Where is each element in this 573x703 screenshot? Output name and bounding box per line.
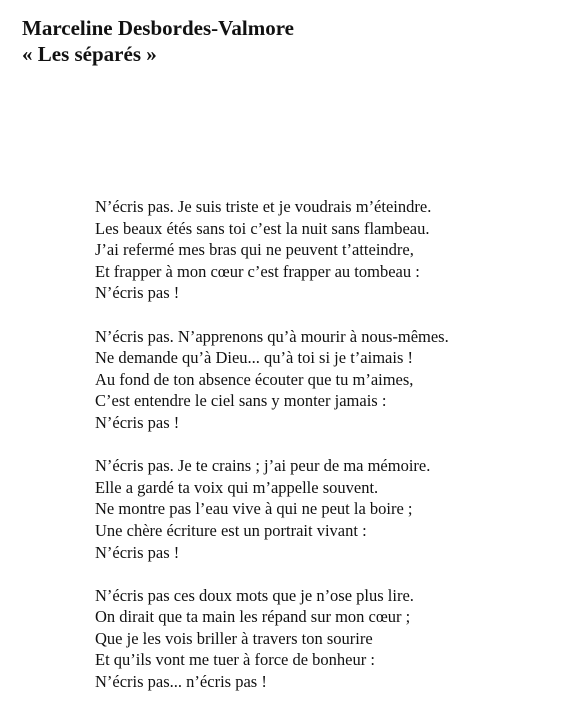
poem-line: N’écris pas ! — [95, 542, 180, 562]
poem-line: Et frapper à mon cœur c’est frapper au tombeau : — [95, 261, 420, 281]
poem-line: Ne montre pas l’eau vive à qui ne peut la boire ; — [95, 499, 413, 519]
poem-header — [22, 15, 294, 67]
stanza-4 — [95, 585, 449, 693]
poem-line: Que je les vois briller à travers ton sourire — [95, 628, 373, 648]
author-name: Marceline Desbordes-Valmore — [22, 16, 294, 40]
stanza-3 — [95, 455, 449, 563]
poem-line: N’écris pas ! — [95, 283, 180, 303]
poem-line: N’écris pas. Je suis triste et je voudrais m’éteindre. — [95, 197, 432, 216]
poem-line: On dirait que ta main les répand sur mon cœur ; — [95, 607, 411, 627]
poem-line: Les beaux étés sans toi c’est la nuit sans flambeau. — [95, 218, 430, 238]
poem-body — [95, 196, 449, 693]
poem-line: N’écris pas ces doux mots que je n’ose plus lire. — [95, 585, 414, 605]
poem-line: Et qu’ils vont me tuer à force de bonheur : — [95, 650, 375, 670]
poem-line: C’est entendre le ciel sans y monter jamais : — [95, 391, 387, 411]
poem-line: N’écris pas. Je te crains ; j’ai peur de ma mémoire. — [95, 456, 431, 476]
poem-line: N’écris pas ! — [95, 412, 180, 432]
poem-line: N’écris pas... n’écris pas ! — [95, 672, 267, 692]
poem-line: Elle a gardé ta voix qui m’appelle souvent. — [95, 477, 379, 497]
poem-line: J’ai refermé mes bras qui ne peuvent t’atteindre, — [95, 240, 414, 260]
poem-line: N’écris pas. N’apprenons qu’à mourir à nous-mêmes. — [95, 326, 449, 346]
stanza-1 — [95, 196, 449, 304]
poem-title: « Les séparés » — [22, 42, 157, 66]
poem-line: Une chère écriture est un portrait vivant : — [95, 520, 367, 540]
stanza-2 — [95, 326, 449, 434]
poem-line: Ne demande qu’à Dieu... qu’à toi si je t’aimais ! — [95, 348, 413, 368]
poem-line: Au fond de ton absence écouter que tu m’aimes, — [95, 369, 414, 389]
